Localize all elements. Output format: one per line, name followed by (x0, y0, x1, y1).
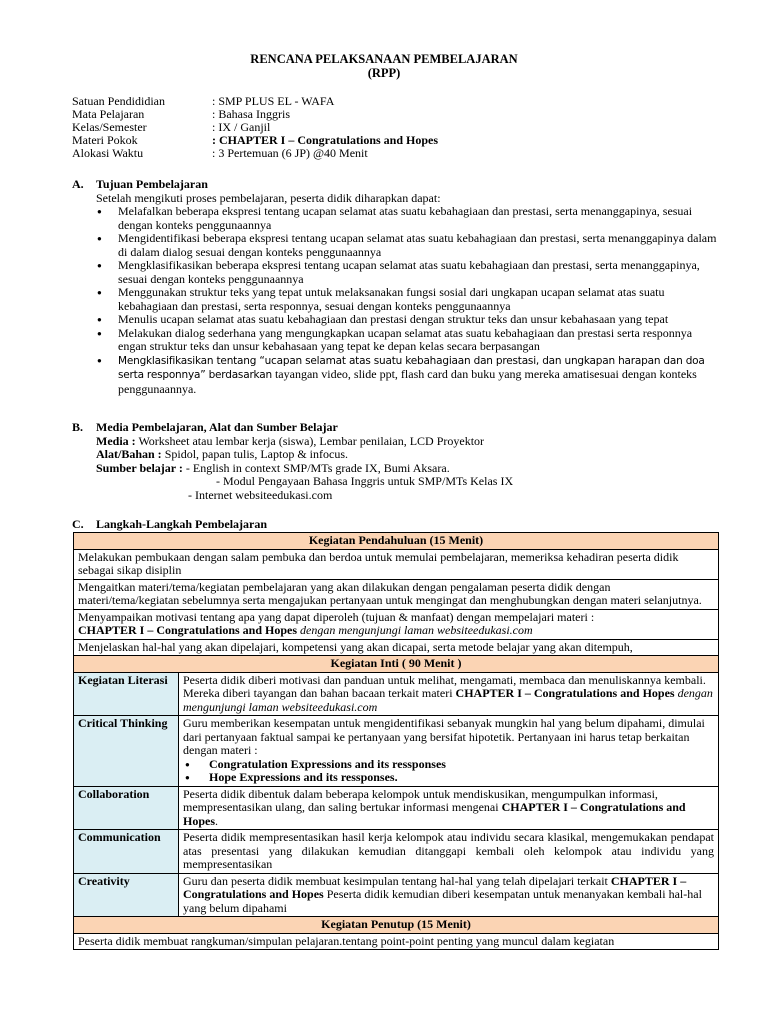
row-label: Collaboration (74, 786, 179, 830)
sumber-line (72, 462, 722, 476)
identity-value: : 3 Pertemuan (6 JP) @40 Menit (212, 146, 368, 160)
row-bold: CHAPTER I – Congratulations and Hopes (183, 800, 686, 828)
row-bold: CHAPTER I – Congratulations and Hopes (183, 873, 687, 901)
media-label: Media : (96, 433, 136, 448)
objective-list (72, 205, 722, 396)
row-content (179, 873, 719, 917)
materi-list (183, 758, 714, 785)
section-number: A. (72, 177, 84, 191)
sumber-value: - English in context SMP/MTs grade IX, Bumi Aksara. (182, 460, 450, 475)
list-item (96, 354, 722, 397)
table-row: Melakukan pembukaan dengan salam pembuka dan berdoa untuk memulai pembelajaran, memeriksa kehadiran peserta didik sebagai sikap disiplin (74, 549, 719, 579)
list-item: ● Menulis ucapan selamat atas suatu kebahagiaan dan prestasi dengan struktur teks dan unsur kebahasaan yang tepat (96, 313, 722, 327)
section-heading-text: Langkah-Langkah Pembelajaran (96, 517, 268, 531)
table-row: Menjelaskan hal-hal yang akan dipelajari, kompetensi yang akan dicapai, serta metode belajar yang akan ditempuh, (74, 639, 719, 656)
identity-value: : CHAPTER I – Congratulations and Hopes (212, 133, 439, 147)
identity-label: Alokasi Waktu (72, 146, 144, 160)
row-label: Kegiatan Literasi (74, 672, 179, 716)
identity-label: Materi Pokok (72, 133, 138, 147)
row-text: Guru dan peserta didik membuat kesimpulan tentang hal-hal yang telah dipelajari terkait (183, 873, 611, 888)
section-tujuan (72, 178, 722, 396)
identity-block (72, 95, 438, 160)
section-heading-text: Tujuan Pembelajaran (96, 177, 208, 191)
table-row (74, 609, 719, 639)
alat-line (72, 448, 722, 462)
row-text: Peserta didik diberi motivasi dan panduan untuk melihat, mengamati, membaca dan menuliskannya kembali. Mereka diberi tayangan dan bahan bacaan terkait materi (183, 672, 706, 700)
media-line (72, 435, 722, 449)
row-text: . (215, 813, 219, 828)
identity-value: : Bahasa Inggris (212, 107, 290, 121)
table-header: Kegiatan Pendahuluan (15 Menit) (74, 533, 719, 550)
identity-label: Mata Pelajaran (72, 107, 145, 121)
list-item-text: tayangan video, slide ppt, flash card dan buku yang mereka amatisesuai dengan konteks penggunaannya. (118, 367, 697, 396)
sumber-label: Sumber belajar : (96, 460, 183, 475)
section-heading (72, 421, 722, 435)
sumber-line: - Internet websiteedukasi.com (188, 487, 333, 502)
row-bold: CHAPTER I – Congratulations and Hopes (455, 686, 675, 700)
section-media (72, 421, 722, 502)
row-text: Peserta didik kemudian diberi kesempatan untuk menanyakan kembali hal-hal yang belum dipahami (183, 887, 702, 915)
row-italic: dengan mengunjungi laman websiteedukasi.com (297, 623, 533, 637)
identity-row (72, 147, 438, 160)
media-value: Worksheet atau lembar kerja (siswa), Lembar penilaian, LCD Proyektor (135, 433, 485, 448)
row-label: Communication (74, 830, 179, 874)
section-number: B. (72, 420, 84, 434)
row-content: Peserta didik mempresentasikan hasil kerja kelompok atau individu secara klasikal, mengemukakan pendapat atas presentasi yang dilakukan kemudian ditanggapi kembali oleh kelompok atau individu yang mempresentasikan (179, 830, 719, 874)
row-text: Guru memberikan kesempatan untuk mengidentifikasi sebanyak mungkin hal yang belum dipahami, dimulai dari pertanyaan faktual sampai ke pertanyaan yang bersifat hipotetik. Pertanyaan ini harus tetap berkaitan dengan materi : (183, 716, 705, 757)
sumber-line: - Modul Pengayaan Bahasa Inggris untuk SMP/MTs Kelas IX (216, 474, 514, 488)
section-heading (72, 518, 722, 532)
identity-value: : IX / Ganjil (212, 120, 271, 134)
list-item: ● Congratulation Expressions and its ressponses (183, 758, 714, 772)
document-title: RENCANA PELAKSANAAN PEMBELAJARAN (250, 52, 518, 66)
row-label: Creativity (74, 873, 179, 917)
list-item: ● Hope Expressions and its ressponses. (183, 771, 714, 785)
list-item: ● Mengklasifikasikan beberapa ekspresi tentang ucapan selamat atas suatu kebahagiaan dan prestasi, serta menanggapinya, sesuai dengan konteks penggunaannya (96, 259, 722, 286)
row-content (179, 672, 719, 716)
row-bold: CHAPTER I – Congratulations and Hopes (78, 623, 298, 637)
table-row: Mengaitkan materi/tema/kegiatan pembelajaran yang akan dilakukan dengan pengalaman peserta didik dengan materi/tema/kegiatan sebelumnya serta mengajukan pertanyaan untuk mengingat dan menghubungkan dengan materi selanjutnya. (74, 579, 719, 609)
list-item: ● Menggunakan struktur teks yang tepat untuk melaksanakan fungsi sosial dari ungkapan ucapan selamat atas suatu kebahagiaan dan prestasi, serta responnya, sesuai dengan konteks penggunaannya (96, 286, 722, 313)
list-item: ● Melakukan dialog sederhana yang mengungkapkan ucapan selamat atas suatu kebahagiaan dan prestasi serta responnya engan struktur teks dan unsur kebahasaan yang tepat ke depan kelas secara berpasangan (96, 327, 722, 354)
alat-label: Alat/Bahan : (96, 447, 162, 461)
row-italic: dengan mengunjungi laman websiteedukasi.com (183, 686, 713, 714)
table-row: Peserta didik membuat rangkuman/simpulan pelajaran.tentang point-point penting yang muncul dalam kegiatan (74, 933, 719, 950)
row-content (179, 786, 719, 830)
row-label: Critical Thinking (74, 716, 179, 787)
identity-label: Kelas/Semester (72, 120, 147, 134)
section-heading (72, 178, 722, 192)
identity-value: : SMP PLUS EL - WAFA (212, 94, 335, 108)
row-content (179, 716, 719, 787)
row-text: Peserta didik dibentuk dalam beberapa kelompok untuk mendiskusikan, mengumpulkan informasi, mempresentasikan ulang, dan saling bertukar informasi mengenai (183, 786, 658, 814)
document-subtitle: (RPP) (367, 66, 401, 80)
steps-table (73, 532, 719, 950)
table-header: Kegiatan Penutup (15 Menit) (74, 917, 719, 934)
row-text: Menyampaikan motivasi tentang apa yang dapat diperoleh (tujuan & manfaat) dengan mempelajari materi : (78, 609, 595, 624)
identity-label: Satuan Pendididian (72, 94, 165, 108)
section-intro: Setelah mengikuti proses pembelajaran, peserta didik diharapkan dapat: (96, 190, 441, 205)
alat-value: Spidol, papan tulis, Laptop & infocus. (161, 447, 349, 461)
handwritten-text: Mengklasifikasikan tentang “ucapan selamat atas suatu kebahagiaan dan prestasi, dan ungkapan harapan dan doa serta responnya” berdasarkan (118, 354, 705, 381)
section-langkah (72, 518, 722, 532)
table-header: Kegiatan Inti ( 90 Menit ) (74, 656, 719, 673)
section-number: C. (72, 517, 84, 531)
list-item: ● Mengidentifikasi beberapa ekspresi tentang ucapan selamat atas suatu kebahagiaan dan prestasi, serta menanggapinya dalam di dalam dialog sesuai dengan konteks penggunaannya (96, 232, 722, 259)
list-item: ● Melafalkan beberapa ekspresi tentang ucapan selamat atas suatu kebahagiaan dan prestasi, serta menanggapinya, sesuai dengan konteks penggunaannya (96, 205, 722, 232)
section-heading-text: Media Pembelajaran, Alat dan Sumber Belajar (96, 420, 338, 434)
